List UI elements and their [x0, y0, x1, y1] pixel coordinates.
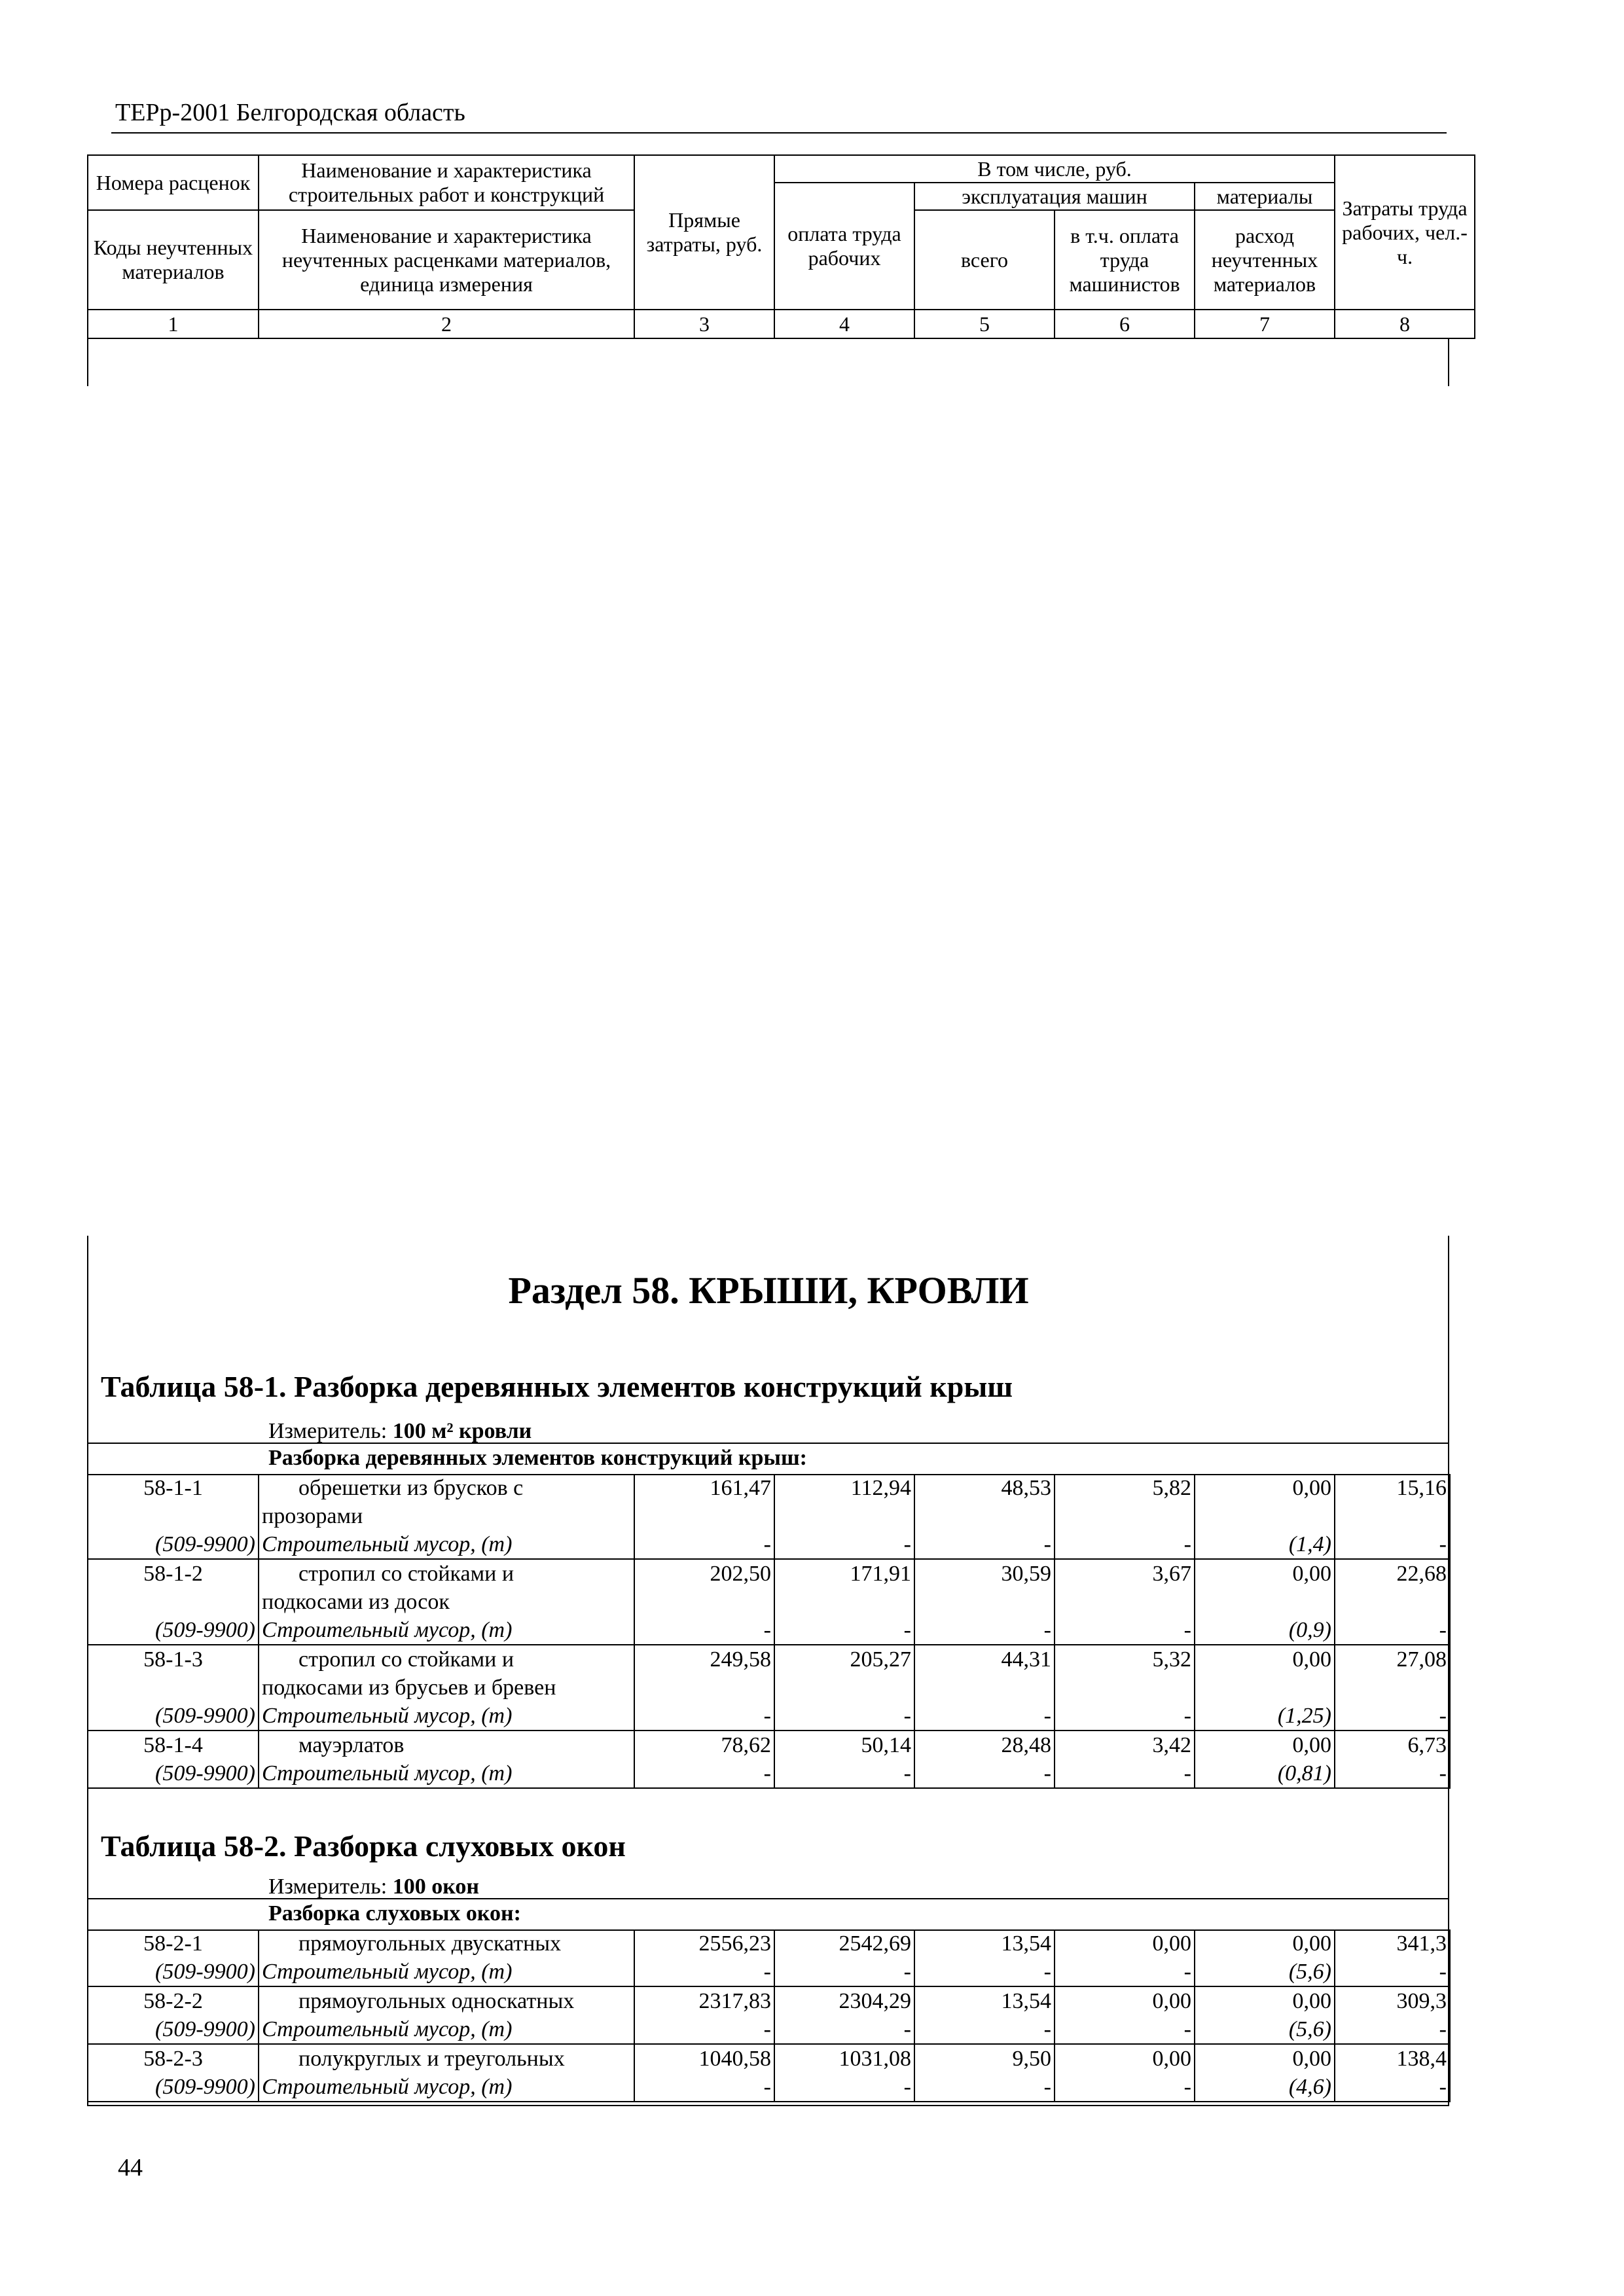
- material-value: -: [774, 1759, 914, 1788]
- material-value: -: [774, 1530, 914, 1559]
- material-name: Строительный мусор, (т): [259, 1759, 634, 1788]
- rate-name: стропил со стойками и: [259, 1645, 634, 1674]
- material-name: Строительный мусор, (т): [259, 1530, 634, 1559]
- rate-value: 205,27: [774, 1645, 914, 1674]
- material-name: Строительный мусор, (т): [259, 1958, 634, 1986]
- table-row: [88, 2044, 1450, 2073]
- table-58-2-group-row: [87, 1898, 1449, 1931]
- rate-name: прозорами: [259, 1502, 634, 1530]
- rate-value: 28,48: [914, 1731, 1055, 1759]
- material-row: [88, 1958, 1450, 1986]
- rate-value: 0,00: [1055, 1986, 1195, 2015]
- material-value: -: [1055, 1759, 1195, 1788]
- rate-code: [88, 1502, 259, 1530]
- material-value: -: [1335, 2015, 1450, 2044]
- material-value: (5,6): [1195, 1958, 1335, 1986]
- rate-value: 0,00: [1195, 1929, 1335, 1958]
- measure-value: 100 м² кровли: [392, 1419, 532, 1443]
- material-value: -: [914, 1759, 1055, 1788]
- rate-name: прямоугольных двускатных: [259, 1929, 634, 1958]
- rate-value: 309,3: [1335, 1986, 1450, 2015]
- material-value: -: [634, 1702, 774, 1731]
- group-title: Разборка деревянных элементов конструкций крыш:: [268, 1446, 807, 1470]
- rate-value: 0,00: [1195, 1645, 1335, 1674]
- material-value: -: [1335, 1702, 1450, 1731]
- material-value: -: [1335, 1759, 1450, 1788]
- col-number: 2: [259, 310, 634, 338]
- material-row: [88, 1759, 1450, 1788]
- material-value: -: [634, 2073, 774, 2102]
- col-number: 4: [774, 310, 914, 338]
- rate-value: 341,3: [1335, 1929, 1450, 1958]
- rate-value: 6,73: [1335, 1731, 1450, 1759]
- table-row: [88, 1474, 1450, 1502]
- column-header-table: [87, 154, 1475, 339]
- rate-value: 78,62: [634, 1731, 774, 1759]
- col-number: 1: [88, 310, 259, 338]
- rate-value: [1335, 1674, 1450, 1702]
- material-value: -: [1055, 2073, 1195, 2102]
- col-number: 8: [1335, 310, 1475, 338]
- material-value: -: [1055, 1702, 1195, 1731]
- rate-value: 2542,69: [774, 1929, 914, 1958]
- group-title: Разборка слуховых окон:: [268, 1901, 521, 1926]
- material-value: -: [634, 1616, 774, 1645]
- rate-value: [1195, 1674, 1335, 1702]
- rate-name: подкосами из брусьев и бревен: [259, 1674, 634, 1702]
- col-materials-header: материалы: [1195, 183, 1335, 210]
- rate-code: 58-1-4: [88, 1731, 259, 1759]
- table-continuation-stub: [87, 339, 1449, 386]
- rate-value: 27,08: [1335, 1645, 1450, 1674]
- rate-code: 58-1-3: [88, 1645, 259, 1674]
- material-value: -: [634, 1530, 774, 1559]
- rate-code: 58-2-1: [88, 1929, 259, 1958]
- table-row: [88, 1588, 1450, 1616]
- rate-value: [774, 1674, 914, 1702]
- material-value: -: [914, 1616, 1055, 1645]
- material-value: -: [914, 1530, 1055, 1559]
- rate-value: 161,47: [634, 1474, 774, 1502]
- material-row: [88, 1616, 1450, 1645]
- material-row: [88, 2015, 1450, 2044]
- running-header: [111, 92, 1447, 134]
- rate-value: [634, 1588, 774, 1616]
- table-58-1-measure: [268, 1419, 532, 1444]
- col-name-header: Наименование и характеристика строительных работ и конструкций: [259, 155, 634, 210]
- material-code: (509-9900): [88, 1702, 259, 1731]
- col-machines-header: эксплуатация машин: [914, 183, 1195, 210]
- rate-name: обрешетки из брусков с: [259, 1474, 634, 1502]
- col-machinists-wages-header: в т.ч. оплата труда машинистов: [1055, 210, 1195, 310]
- material-name: Строительный мусор, (т): [259, 2015, 634, 2044]
- material-value: -: [774, 2073, 914, 2102]
- col-number: 7: [1195, 310, 1335, 338]
- table-58-1-title: Таблица 58-1. Разборка деревянных элементов конструкций крыш: [101, 1370, 1013, 1403]
- table-row: [88, 1986, 1450, 2015]
- rate-value: 3,67: [1055, 1559, 1195, 1588]
- material-code: (509-9900): [88, 2073, 259, 2102]
- rate-value: [634, 1674, 774, 1702]
- rate-value: 13,54: [914, 1929, 1055, 1958]
- rate-name: полукруглых и треугольных: [259, 2044, 634, 2073]
- material-value: -: [1335, 1958, 1450, 1986]
- material-value: -: [774, 2015, 914, 2044]
- material-code: (509-9900): [88, 1530, 259, 1559]
- rate-code: 58-1-2: [88, 1559, 259, 1588]
- rate-value: [1195, 1588, 1335, 1616]
- table-row: [88, 1731, 1450, 1759]
- rate-value: [1195, 1502, 1335, 1530]
- table-row: [88, 1559, 1450, 1588]
- rate-value: 30,59: [914, 1559, 1055, 1588]
- rate-code: [88, 1674, 259, 1702]
- rate-value: 138,4: [1335, 2044, 1450, 2073]
- rate-value: 3,42: [1055, 1731, 1195, 1759]
- rate-value: 5,82: [1055, 1474, 1195, 1502]
- measure-label: Измеритель:: [268, 1874, 388, 1899]
- rate-value: [1335, 1588, 1450, 1616]
- table-58-1-group-row: [87, 1443, 1449, 1475]
- rate-value: [774, 1588, 914, 1616]
- rate-value: 0,00: [1195, 1731, 1335, 1759]
- rate-value: [914, 1674, 1055, 1702]
- table-58-2-title: Таблица 58-2. Разборка слуховых окон: [101, 1829, 626, 1863]
- col-material-code-header: Коды неучтенных материалов: [88, 210, 259, 310]
- table-58-2-data: [87, 1929, 1451, 2102]
- rate-value: 0,00: [1055, 2044, 1195, 2073]
- header-title: ТЕРр-2001 Белгородская область: [115, 99, 465, 126]
- material-value: -: [634, 1759, 774, 1788]
- measure-label: Измеритель:: [268, 1419, 388, 1443]
- rate-value: 13,54: [914, 1986, 1055, 2015]
- page-number: 44: [118, 2154, 143, 2181]
- col-number: 3: [634, 310, 774, 338]
- material-value: (0,81): [1195, 1759, 1335, 1788]
- rate-value: [1055, 1674, 1195, 1702]
- material-value: (1,4): [1195, 1530, 1335, 1559]
- rate-value: 0,00: [1195, 1474, 1335, 1502]
- rate-value: 0,00: [1055, 1929, 1195, 1958]
- rate-value: 112,94: [774, 1474, 914, 1502]
- material-value: -: [914, 1958, 1055, 1986]
- material-value: -: [774, 1702, 914, 1731]
- rate-value: 22,68: [1335, 1559, 1450, 1588]
- rate-value: 2317,83: [634, 1986, 774, 2015]
- material-row: [88, 1702, 1450, 1731]
- col-code-header: Номера расценок: [88, 155, 259, 210]
- material-value: -: [914, 2015, 1055, 2044]
- rate-name: прямоугольных односкатных: [259, 1986, 634, 2015]
- rate-code: 58-1-1: [88, 1474, 259, 1502]
- material-value: -: [634, 2015, 774, 2044]
- material-name: Строительный мусор, (т): [259, 2073, 634, 2102]
- rate-value: 171,91: [774, 1559, 914, 1588]
- col-number: 5: [914, 310, 1055, 338]
- material-value: -: [1335, 1616, 1450, 1645]
- rate-value: [914, 1588, 1055, 1616]
- rate-value: 15,16: [1335, 1474, 1450, 1502]
- material-value: (1,25): [1195, 1702, 1335, 1731]
- rate-value: 2304,29: [774, 1986, 914, 2015]
- rate-value: 249,58: [634, 1645, 774, 1674]
- material-code: (509-9900): [88, 1759, 259, 1788]
- material-value: -: [914, 2073, 1055, 2102]
- table-row: [88, 1502, 1450, 1530]
- rate-value: 9,50: [914, 2044, 1055, 2073]
- rate-value: 0,00: [1195, 1986, 1335, 2015]
- rate-value: [634, 1502, 774, 1530]
- rate-value: 44,31: [914, 1645, 1055, 1674]
- material-value: (5,6): [1195, 2015, 1335, 2044]
- material-value: -: [1055, 2015, 1195, 2044]
- material-value: -: [634, 1958, 774, 1986]
- material-name: Строительный мусор, (т): [259, 1616, 634, 1645]
- table-58-2-measure: [268, 1874, 479, 1899]
- material-value: -: [1055, 1958, 1195, 1986]
- table-row: [88, 1645, 1450, 1674]
- section-title: Раздел 58. КРЫШИ, КРОВЛИ: [508, 1269, 1029, 1312]
- rate-value: [914, 1502, 1055, 1530]
- col-machines-total-header: всего: [914, 210, 1055, 310]
- material-code: (509-9900): [88, 1958, 259, 1986]
- rate-value: [1055, 1588, 1195, 1616]
- rate-value: 0,00: [1195, 1559, 1335, 1588]
- material-value: (0,9): [1195, 1616, 1335, 1645]
- col-material-consumption-header: расход неучтенных материалов: [1195, 210, 1335, 310]
- rate-code: 58-2-2: [88, 1986, 259, 2015]
- rate-value: [1335, 1502, 1450, 1530]
- material-value: -: [1055, 1530, 1195, 1559]
- rate-name: стропил со стойками и: [259, 1559, 634, 1588]
- material-code: (509-9900): [88, 1616, 259, 1645]
- material-value: (4,6): [1195, 2073, 1335, 2102]
- material-value: -: [914, 1702, 1055, 1731]
- rate-value: [774, 1502, 914, 1530]
- rate-value: 1040,58: [634, 2044, 774, 2073]
- rate-value: 48,53: [914, 1474, 1055, 1502]
- col-wages-header: оплата труда рабочих: [774, 183, 914, 310]
- rate-value: 0,00: [1195, 2044, 1335, 2073]
- material-value: -: [774, 1616, 914, 1645]
- material-value: -: [1335, 1530, 1450, 1559]
- table-row: [88, 1674, 1450, 1702]
- rate-code: 58-2-3: [88, 2044, 259, 2073]
- rate-code: [88, 1588, 259, 1616]
- rate-value: 50,14: [774, 1731, 914, 1759]
- col-number: 6: [1055, 310, 1195, 338]
- rate-name: подкосами из досок: [259, 1588, 634, 1616]
- material-row: [88, 1530, 1450, 1559]
- measure-value: 100 окон: [392, 1874, 479, 1899]
- col-group-header: В том числе, руб.: [774, 155, 1335, 183]
- rate-value: 5,32: [1055, 1645, 1195, 1674]
- col-material-name-header: Наименование и характеристика неучтенных расценками материалов, единица измерения: [259, 210, 634, 310]
- rate-value: 2556,23: [634, 1929, 774, 1958]
- rate-name: мауэрлатов: [259, 1731, 634, 1759]
- material-value: -: [1335, 2073, 1450, 2102]
- col-labor-hours-header: Затраты труда рабочих, чел.-ч.: [1335, 155, 1475, 310]
- table-58-1-data: [87, 1474, 1451, 1789]
- col-direct-costs-header: Прямые затраты, руб.: [634, 155, 774, 310]
- material-row: [88, 2073, 1450, 2102]
- material-code: (509-9900): [88, 2015, 259, 2044]
- rate-value: [1055, 1502, 1195, 1530]
- material-value: -: [1055, 1616, 1195, 1645]
- table-row: [88, 1929, 1450, 1958]
- material-value: -: [774, 1958, 914, 1986]
- rate-value: 202,50: [634, 1559, 774, 1588]
- material-name: Строительный мусор, (т): [259, 1702, 634, 1731]
- rate-value: 1031,08: [774, 2044, 914, 2073]
